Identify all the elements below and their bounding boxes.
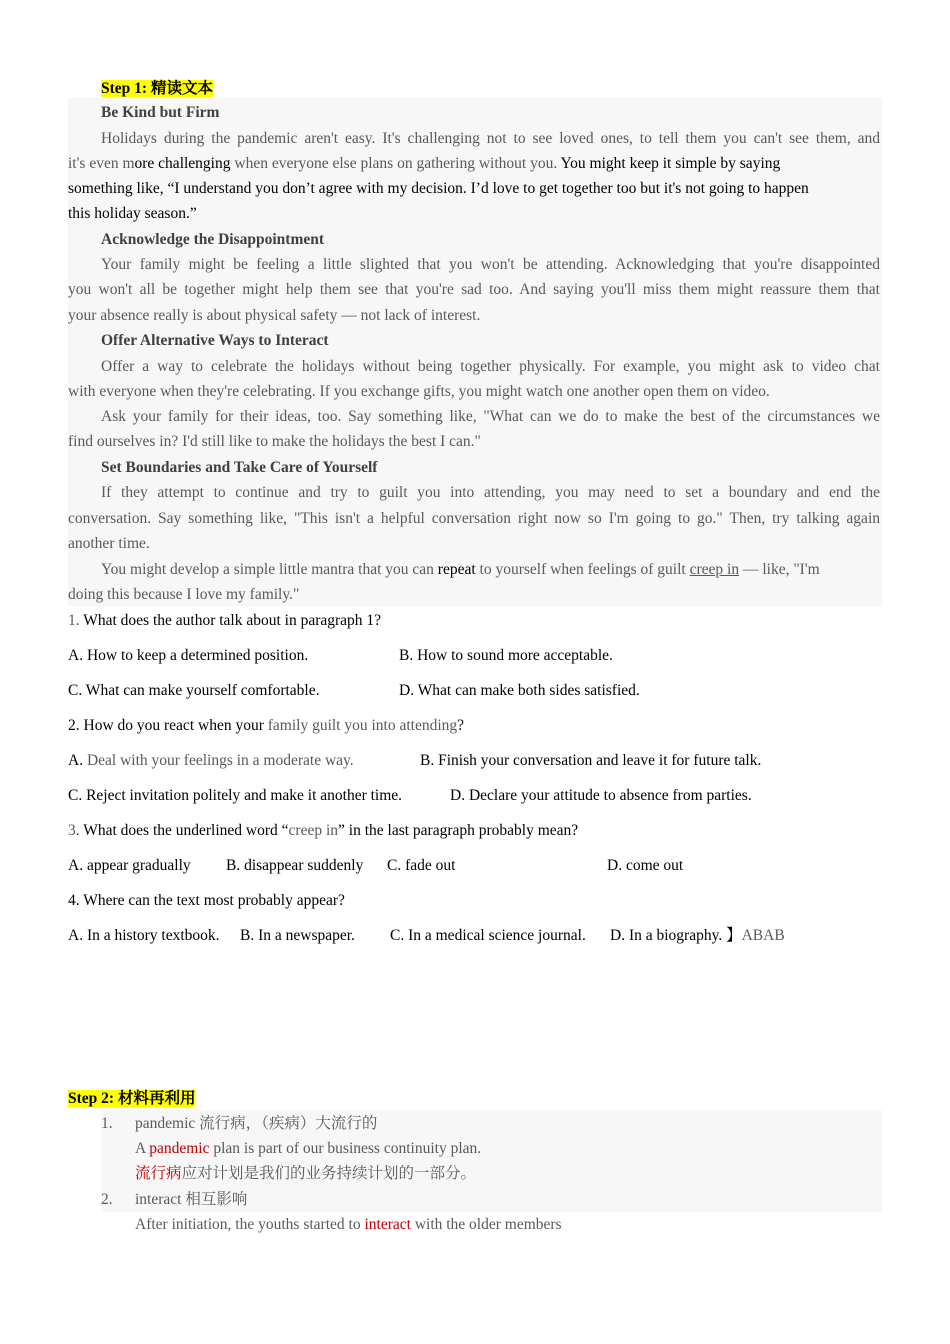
- p5-line2: conversation. Say something like, "This isn't a helpful conversation right now so I'm going to go." Then, try talking again: [68, 510, 880, 527]
- vocab-item-2-example: [135, 1212, 562, 1237]
- q2-a-label: A.: [68, 752, 87, 769]
- p1-l2c: when everyone else plans on gathering without you.: [230, 155, 561, 172]
- q4-option-a: A. In a history textbook.: [68, 927, 220, 944]
- q4-option-c: C. In a medical science journal.: [390, 927, 586, 944]
- q3-num: 3.: [68, 822, 80, 839]
- q2-option-d: D. Declare your attitude to absence from parties.: [450, 787, 752, 804]
- vocab-item-2-word: interact 相互影响: [135, 1191, 248, 1208]
- v2-ex-red: interact: [364, 1216, 411, 1233]
- q4-option-d-answer: [610, 923, 785, 948]
- q2-text-a: 2. How do you react when your: [68, 717, 268, 734]
- q3-text-b: creep in: [288, 822, 339, 839]
- q2-text-b: family guilt you into attending: [267, 717, 458, 734]
- step2-heading-text: Step 2: 材料再利用: [68, 1090, 196, 1107]
- q3-text-c: ” in the last paragraph probably mean?: [338, 822, 579, 839]
- v1-tr-b: 应对计划是我们的业务持续计划的一部分。: [181, 1165, 477, 1182]
- p3-line1: Offer a way to celebrate the holidays without being together physically. For example, you might ask to video chat: [101, 358, 880, 375]
- step1-heading-text: Step 1: 精读文本: [101, 80, 213, 97]
- v2-ex-b: with the older members: [410, 1216, 562, 1233]
- p2-line2: you won't all be together might help them see that you're sad too. And saying you'll miss them might reassure them that: [68, 281, 880, 298]
- section-heading-offer: Offer Alternative Ways to Interact: [101, 332, 329, 349]
- p3-line2: with everyone when they're celebrating. If you exchange gifts, you might watch one another open them on video.: [68, 383, 770, 400]
- p1-l2a: it's even m: [68, 155, 135, 172]
- question-2: [68, 713, 464, 738]
- p6-line2: doing this because I love my family.": [68, 586, 300, 603]
- question-4: 4. Where can the text most probably appear?: [68, 892, 345, 909]
- p6-l1e: — like, "I'm: [739, 561, 820, 578]
- v2-ex-a: After initiation, the youths started to: [135, 1216, 365, 1233]
- p4-line1: Ask your family for their ideas, too. Say something like, "What can we do to make the best of the circumstances we: [101, 408, 880, 425]
- p2-line1: Your family might be feeling a little slighted that you won't be attending. Acknowledging that you're disappointed: [101, 256, 880, 273]
- p6-l1b: repeat: [437, 561, 476, 578]
- q1-option-d: D. What can make both sides satisfied.: [399, 682, 640, 699]
- q3-option-d: D. come out: [607, 857, 684, 874]
- p6-l1c: to yourself when feelings of guilt: [475, 561, 690, 578]
- p1-line4: this holiday season.”: [68, 205, 197, 222]
- q3-option-c: C. fade out: [387, 857, 456, 874]
- q2-text-c: ?: [457, 717, 465, 734]
- p4-line2: find ourselves in? I'd still like to make the holidays the best I can.": [68, 433, 481, 450]
- q1-num: 1.: [68, 612, 80, 629]
- section-heading-boundaries: Set Boundaries and Take Care of Yourself: [101, 459, 378, 476]
- question-1: [68, 608, 381, 633]
- q3-text-a: What does the underlined word “: [79, 822, 289, 839]
- p1-line3: something like, “I understand you don’t agree with my decision. I’d love to get together too but it's not going to happen: [68, 180, 809, 197]
- vocab-item-1-num: 1.: [101, 1115, 113, 1132]
- p1-l2d: You might keep it simple by saying: [560, 155, 781, 172]
- p1-line2: [68, 151, 780, 176]
- p6-line1: [101, 557, 882, 582]
- q2-option-b: B. Finish your conversation and leave it for future talk.: [420, 752, 762, 769]
- q4-bracket: 】: [722, 927, 742, 944]
- q4-option-b: B. In a newspaper.: [240, 927, 355, 944]
- p6-l1a: You might develop a simple little mantra that you can: [101, 561, 438, 578]
- p6-l1d-underlined: creep in: [689, 561, 740, 578]
- q1-option-a: A. How to keep a determined position.: [68, 647, 309, 664]
- q3-option-a: A. appear gradually: [68, 857, 191, 874]
- p5-line1: If they attempt to continue and try to guilt you into attending, you may need to set a boundary and end the: [101, 484, 880, 501]
- vocab-item-1-example: [135, 1136, 481, 1161]
- q1-text: What does the author talk about in paragraph 1?: [79, 612, 382, 629]
- q2-a-text: Deal with your feelings in a moderate way.: [86, 752, 354, 769]
- question-3: [68, 818, 578, 843]
- p2-line3: your absence really is about physical safety — not lack of interest.: [68, 307, 481, 324]
- p5-line3: another time.: [68, 535, 150, 552]
- q4-d-text: D. In a biography.: [610, 927, 723, 944]
- v1-ex-a: A: [135, 1140, 150, 1157]
- vocab-item-1-translation: [135, 1161, 476, 1186]
- v1-tr-red: 流行病: [135, 1165, 182, 1182]
- q2-option-a: [68, 748, 354, 773]
- v1-ex-b: plan is part of our business continuity plan.: [209, 1140, 482, 1157]
- section-heading-be-kind: Be Kind but Firm: [101, 104, 220, 121]
- q1-option-c: C. What can make yourself comfortable.: [68, 682, 320, 699]
- step2-heading: [68, 1086, 195, 1111]
- q4-answer-key: ABAB: [741, 927, 785, 944]
- v1-ex-red: pandemic: [149, 1140, 210, 1157]
- p1-line1: Holidays during the pandemic aren't easy. It's challenging not to see loved ones, to tell them you can't see them, and: [101, 130, 880, 147]
- p1-l2b: ore challenging: [134, 155, 231, 172]
- section-heading-acknowledge: Acknowledge the Disappointment: [101, 231, 325, 248]
- q3-option-b: B. disappear suddenly: [226, 857, 364, 874]
- vocab-item-1-word: pandemic 流行病，（疾病）大流行的: [135, 1115, 378, 1132]
- q1-option-b: B. How to sound more acceptable.: [399, 647, 613, 664]
- vocab-item-2-num: 2.: [101, 1191, 113, 1208]
- q2-option-c: C. Reject invitation politely and make it another time.: [68, 787, 403, 804]
